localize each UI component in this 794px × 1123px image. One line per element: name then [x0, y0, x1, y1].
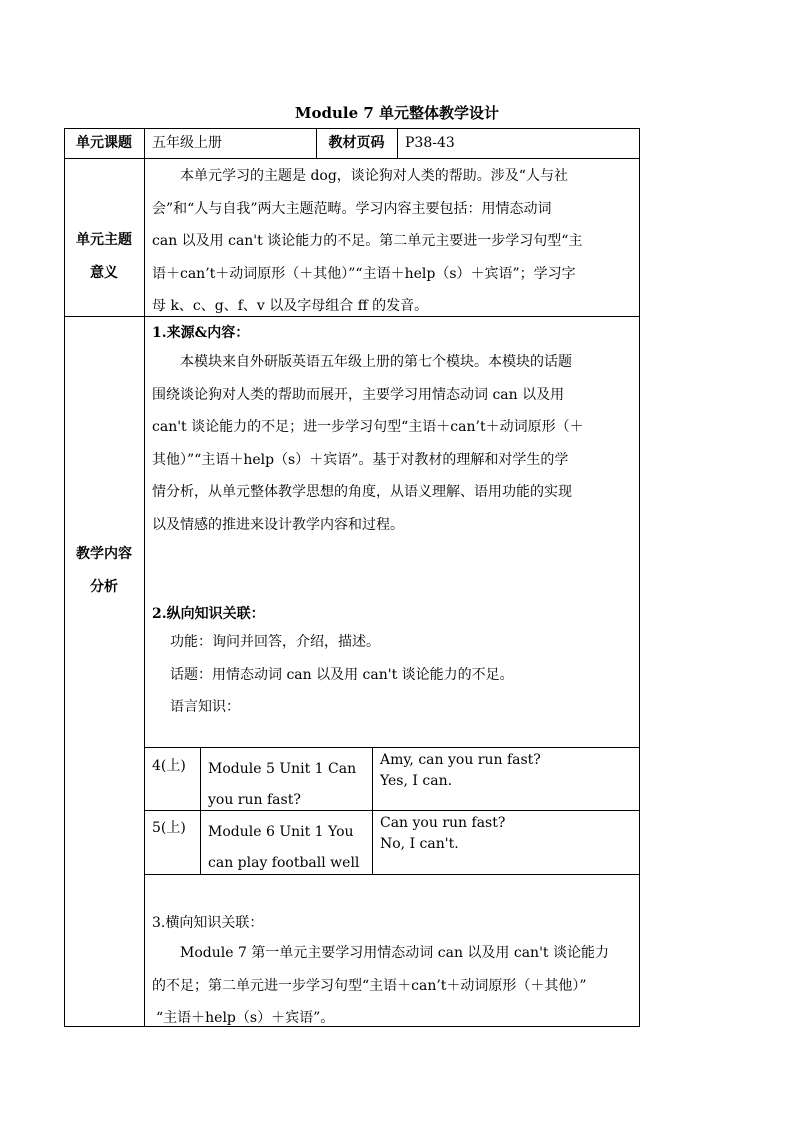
knowledge-col-divider-2	[372, 747, 373, 874]
theme-label	[64, 224, 144, 290]
section2-item: 功能：询问并回答，介绍，描述。	[170, 634, 380, 650]
knowledge-grade: 4(上)	[152, 758, 186, 774]
section3-line: 的不足；第二单元进一步学习句型“主语＋can’t＋动词原形（＋其他）”	[152, 977, 587, 994]
textbook-page-value: P38-43	[405, 135, 455, 151]
theme-line: 本单元学习的主题是 dog，谈论狗对人类的帮助。涉及“人与社	[180, 168, 568, 184]
section3-line: “主语＋help（s）＋宾语”。	[156, 1010, 335, 1026]
knowledge-grade: 5(上)	[152, 820, 186, 836]
section1-line: 围绕谈论狗对人类的帮助而展开，主要学习用情态动词 can 以及用	[152, 386, 565, 403]
knowledge-unit-line1: Module 6 Unit 1 You	[208, 824, 354, 840]
section1-text	[152, 346, 638, 541]
section1-line: 本模块来自外研版英语五年级上册的第七个模块。本模块的话题	[180, 354, 572, 370]
theme-text	[152, 160, 638, 323]
knowledge-unit-line2: you run fast?	[208, 792, 301, 808]
knowledge-example-line1: Can you run fast?	[380, 815, 506, 831]
content-analysis-label-line2: 分析	[90, 579, 118, 595]
knowledge-unit-line1: Module 5 Unit 1 Can	[208, 761, 357, 777]
label-column-divider	[144, 128, 145, 1027]
section2-item: 语言知识：	[170, 699, 240, 715]
knowledge-unit-line2: can play football well	[208, 855, 360, 871]
section3-heading: 3.横向知识关联：	[152, 915, 264, 931]
knowledge-example-line2: Yes, I can.	[380, 773, 453, 789]
theme-line: 母 k、c、g、f、v 以及字母组合 ff 的发音。	[152, 298, 429, 314]
header-divider-2	[397, 128, 398, 158]
textbook-page-label: 教材页码	[328, 135, 385, 151]
knowledge-col-divider-1	[200, 747, 201, 874]
knowledge-example-line1: Amy, can you run fast?	[380, 752, 541, 768]
section2-items	[170, 626, 630, 724]
section1-line: 其他）”“主语＋help（s）＋宾语”。基于对教材的理解和对学生的学	[152, 451, 569, 468]
content-analysis-label	[64, 538, 144, 604]
knowledge-table-top	[144, 747, 640, 748]
knowledge-unit	[208, 754, 356, 816]
theme-label-line1: 单元主题	[76, 232, 132, 248]
section3-line: Module 7 第一单元主要学习用情态动词 can 以及用 can't 谈论能力	[180, 945, 609, 961]
knowledge-example	[380, 813, 505, 855]
theme-line: 语＋can’t＋动词原形（＋其他）”“主语＋help（s）＋宾语”；学习字	[152, 265, 576, 282]
knowledge-unit	[208, 817, 359, 879]
knowledge-example	[380, 750, 541, 792]
theme-label-line2: 意义	[90, 265, 118, 281]
row-divider-header	[64, 158, 640, 159]
knowledge-example-line2: No, I can't.	[380, 836, 459, 852]
unit-topic-label: 单元课题	[76, 135, 132, 151]
content-analysis-label-line1: 教学内容	[76, 546, 132, 562]
section1-line: 以及情感的推进来设计教学内容和过程。	[152, 516, 404, 533]
section3-text	[152, 937, 638, 1035]
page-title: Module 7 单元整体教学设计	[294, 104, 500, 122]
section1-heading: 1.来源&内容：	[152, 325, 250, 341]
section2-item: 话题：用情态动词 can 以及用 can't 谈论能力的不足。	[170, 666, 514, 683]
unit-topic-value: 五年级上册	[152, 135, 222, 151]
section1-line: 情分析，从单元整体教学思想的角度，从语义理解、语用功能的实现	[152, 484, 572, 500]
section1-line: can't 谈论能力的不足；进一步学习句型“主语＋can’t＋动词原形（＋	[152, 419, 584, 435]
section2-heading: 2.纵向知识关联：	[152, 606, 265, 622]
theme-line: can 以及用 can't 谈论能力的不足。第二单元主要进一步学习句型“主	[152, 233, 583, 249]
theme-line: 会”和“人与自我”两大主题范畴。学习内容主要包括：用情态动词	[152, 200, 552, 217]
